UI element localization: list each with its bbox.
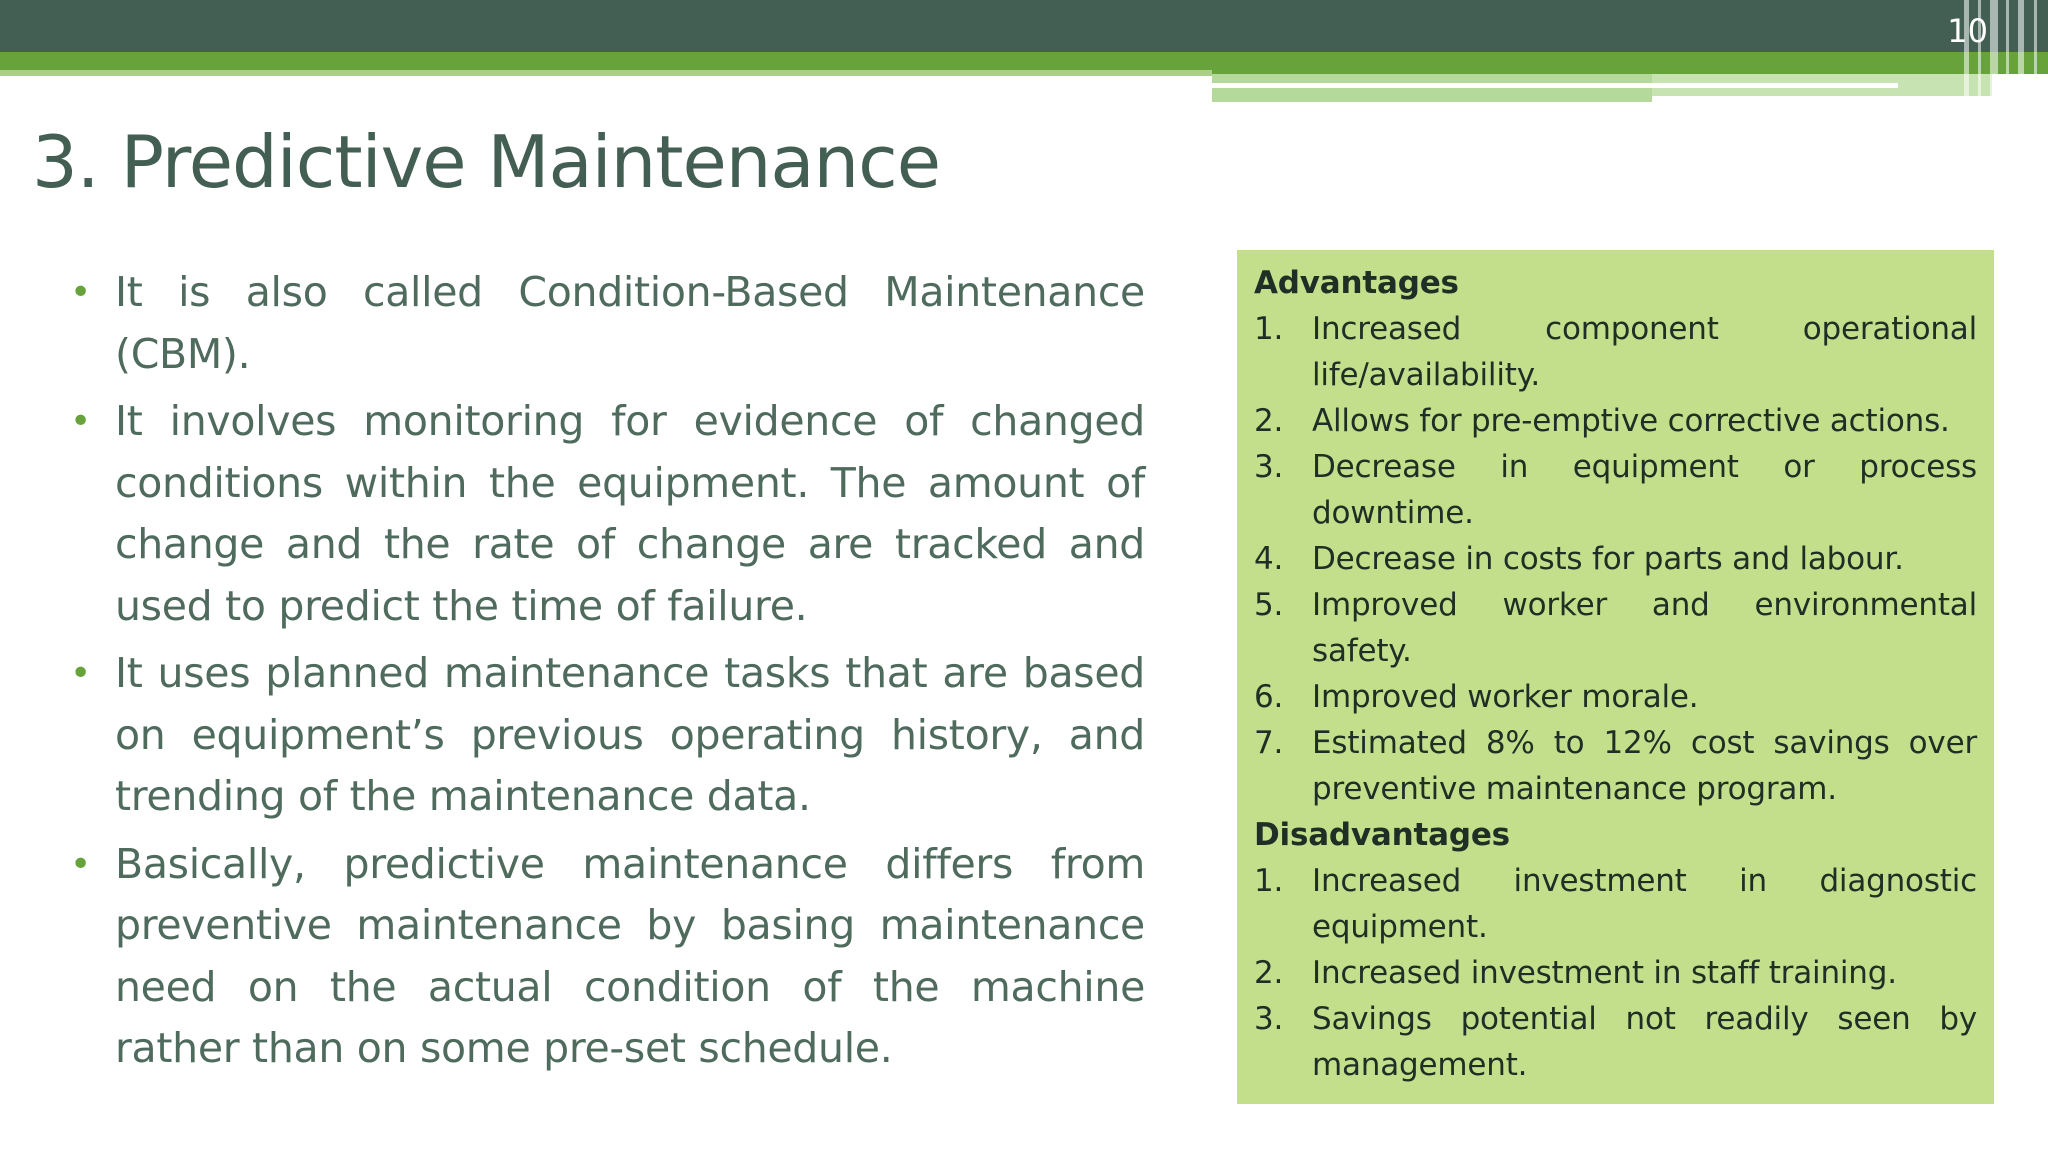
advantage-item	[1254, 398, 1977, 444]
item-text: Improved worker morale.	[1312, 679, 1699, 715]
item-number: 1.	[1254, 311, 1284, 347]
bullet-item	[70, 262, 1145, 385]
item-number: 5.	[1254, 587, 1284, 623]
item-text: Estimated 8% to 12% cost savings over preventive maintenance program.	[1312, 725, 1977, 807]
advantage-item	[1254, 720, 1977, 812]
bullet-item	[70, 391, 1145, 637]
bullet-list	[70, 262, 1145, 1086]
item-number: 3.	[1254, 1001, 1284, 1037]
bullet-text: It is also called Condition-Based Maintenance (CBM).	[115, 268, 1145, 378]
bullet-icon: •	[70, 272, 91, 313]
header-white-line	[1212, 83, 1898, 88]
item-number: 1.	[1254, 863, 1284, 899]
pros-cons-box	[1237, 250, 1994, 1104]
bullet-text: It involves monitoring for evidence of changed conditions within the equipment. The amount of change and the rate of change are tracked and used to predict the time of failure.	[115, 397, 1145, 630]
disadvantages-heading: Disadvantages	[1254, 817, 1510, 853]
item-text: Increased component operational life/availability.	[1312, 311, 1977, 393]
item-text: Increased investment in diagnostic equipment.	[1312, 863, 1977, 945]
bullet-item	[70, 834, 1145, 1080]
item-text: Decrease in equipment or process downtime.	[1312, 449, 1977, 531]
disadvantage-item	[1254, 858, 1977, 950]
header-band-dark	[0, 0, 2048, 53]
disadvantage-item	[1254, 950, 1977, 996]
item-text: Allows for pre-emptive corrective actions.	[1312, 403, 1950, 439]
item-number: 4.	[1254, 541, 1284, 577]
advantage-item	[1254, 582, 1977, 674]
disadvantages-list	[1254, 858, 1977, 1088]
page-number: 10	[1947, 12, 1988, 50]
advantage-item	[1254, 306, 1977, 398]
item-number: 6.	[1254, 679, 1284, 715]
advantage-item	[1254, 674, 1977, 720]
item-text: Decrease in costs for parts and labour.	[1312, 541, 1904, 577]
item-text: Improved worker and environmental safety.	[1312, 587, 1977, 669]
header-band-light-left	[0, 70, 1212, 76]
item-number: 2.	[1254, 403, 1284, 439]
advantages-list	[1254, 306, 1977, 812]
bullet-icon: •	[70, 401, 91, 442]
slide-title: 3. Predictive Maintenance	[32, 120, 941, 204]
item-number: 2.	[1254, 955, 1284, 991]
advantage-item	[1254, 536, 1977, 582]
item-text: Savings potential not readily seen by management.	[1312, 1001, 1977, 1083]
bullet-icon: •	[70, 843, 91, 885]
bullet-item	[70, 643, 1145, 828]
advantage-item	[1254, 444, 1977, 536]
item-text: Increased investment in staff training.	[1312, 955, 1897, 991]
item-number: 7.	[1254, 725, 1284, 761]
item-number: 3.	[1254, 449, 1284, 485]
disadvantage-item	[1254, 996, 1977, 1088]
bullet-text: It uses planned maintenance tasks that are based on equipment’s previous operating history, and trending of the maintenance data.	[115, 649, 1145, 820]
header-band-light-right	[1212, 74, 1652, 102]
advantages-heading: Advantages	[1254, 265, 1459, 301]
bullet-text: Basically, predictive maintenance differs from preventive maintenance by basing maintenance need on the actual condition of the machine rather than on some pre-set schedule.	[115, 839, 1145, 1072]
bullet-icon: •	[70, 653, 91, 694]
